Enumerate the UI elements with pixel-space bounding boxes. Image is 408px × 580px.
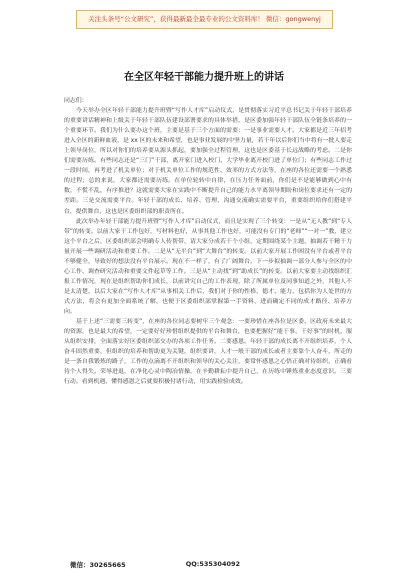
promo-banner: 关注头条号“公文研究”，获得最新最全最专业的公文资料库！ 微信：gongwenyj [76, 10, 333, 29]
paragraph-1: 今天举办全区年轻干部能力提升班暨“写作人才库”启动仪式，是贯彻落实习近平总书记关于年轻干部培养的重要讲话精神和上级关于年轻干部队伍建设部署要求的具体举措，是区委加强年轻干部队伍全链条培养的一个重要环节。我们为什么要办这个班，主要是基于三个方面的需要：一是事业需要人才。大家都是近三年招考进入全区的新鲜血液，是 xx 区的未来和希望，也是事业发展的中坚力量，若干年以后你们当中将有一批人要走上领导岗位，所以对你们的培养要从源头抓起，要加强全过程管理，这也是区委基于长远战略的考虑。二是你们需要历练。有些同志还是“三门”干部，离开家门进入校门，大学毕业离开校门进了单位门；有些同志工作过一段时间，再考进了机关单位；对于机关单位工作的规范性、效率的方式方法等，在座的各位还需要一个熟悉的过程；总的来说，大家都还需要历练。在单位轮转中自律，在压力任务面前，你们是不是能够做到心中有数，不慌不乱，有序推进？这就需要大家在实践中不断提升自己的能力水平离领导期盼和岗位要求还有一定的差距。三是交流需要平台。年轻干部的成长、培养、管理、沟通交流确实需要平台，重要组织给你们搭建平台，提供舞台，这也是区委组织部的职责所在。 [64, 108, 352, 215]
footer-wechat: 微信：30265665 [70, 561, 126, 569]
paragraph-3: 基于上述“三需要三转变”，在座的各位同志要树牢三个观念：一要珍惜在座各位是区委、区政府未来最大的资源，也是最大的希望，一定要好好珍惜组织提供的平台和舞台，也要把握好“能干事、干好事”的时机，服从组织安排，全面落实好区委组织部交办的各项工作任务。二要感恩。年轻干部的成长离不开组织培养，个人奋斗固然重要，但组织的培养和帮助更为关键，组织要讲，人才一般干部的成长或者主要靠个人奋斗，所走的是一条自我锻炼的路子，工作的点滴离不开组织和领导的关心关注，要常怀感恩之心悟正确对待组织，正确看待个人得失。荣辱进退，在净化心灵中陶冶情操，在辛勤耕耘中提升自己，在历练中锤炼重业态度意识。三要行动。看到机遇、懂得感恩之后就要积极付诸行动，用实践检验成效。 [64, 319, 352, 386]
page-title: 在全区年轻干部能力提升班上的讲话 [124, 72, 284, 83]
contact-footer [70, 560, 350, 572]
speech-body [64, 96, 352, 554]
footer-qq: QQ:535304092 [185, 560, 241, 568]
paragraph-2: 此次举办年轻干部能力提升班暨“写作人才库”启动仪式，而且是实现了三个转变：一是从“无人教”到“专人带”的转变。以前大家干工作包好，写材料也好，从事其他工作也好，可能没有专门的“老师”“一对一”教，建立这个平台之后，区委组织部会明确专人传帮带，请大家分成若干个小组，定期围绕某个主题，抽调若干精干力量开展一些调研活动和重要工作。二是从“无平台”到“大舞台”的转变。以前大家开展工作困没有平台或者平台不够健全，导致好的想法没有平台展示。现在不一样了，有了广阔舞台。下一步拟抽调一部分人参与全区的中心工作、调查研究活动和重要文件起草等工作。三是从“主动找”到“助成长”的转变。以前大家要主动找组织汇报工作情况，现在是组织帮助你们成长，以前讲究自己的工作表现，除了所属单位及同事知道之外，其他人不是太清楚，以后大家在“写作人才库”从事相关工作后，我们对于你的性格、德才、能力、包括你为人处世的方式方法，将会有更加全面系统了解，也便于区委组织部掌握第一手资料，进而确定不同的成才路径、培养方向。 [64, 218, 352, 315]
salutation: 同志们： [64, 98, 88, 104]
